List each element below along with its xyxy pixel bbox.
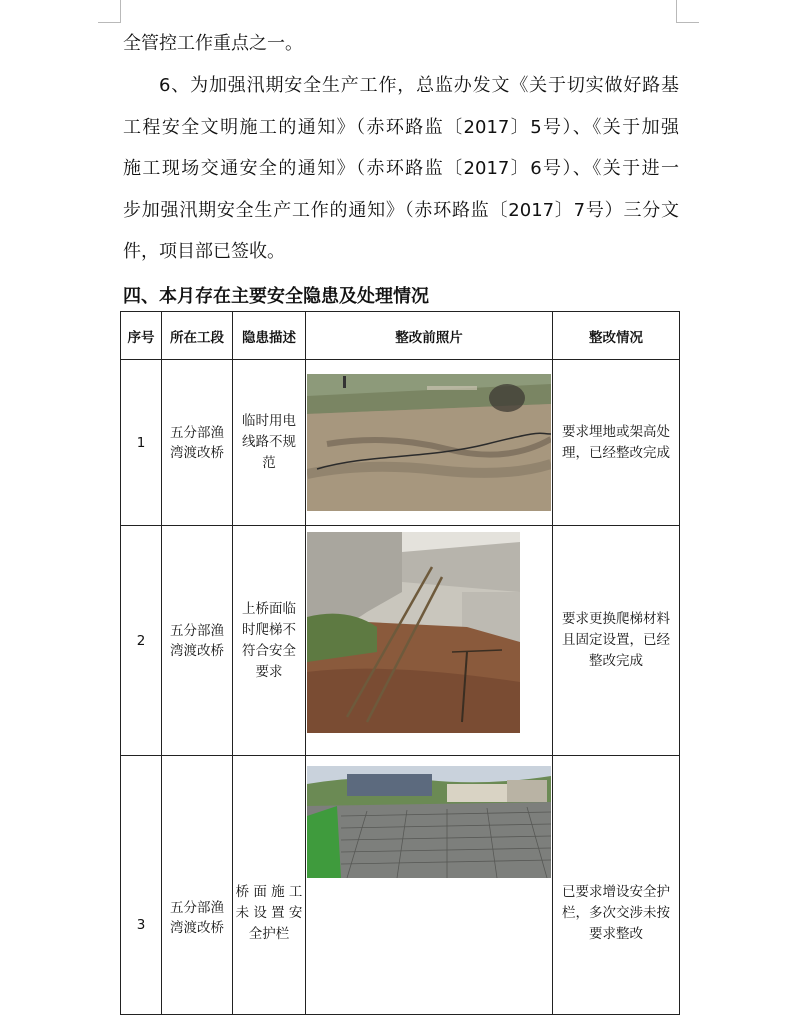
description-line: 时爬梯不 — [242, 621, 296, 638]
section-line: 湾渡改桥 — [170, 920, 224, 936]
row-description — [233, 756, 306, 1015]
photo-bridge-deck — [307, 766, 551, 878]
table-row — [121, 756, 680, 1015]
status-line: 要求埋地或架高处 — [562, 423, 670, 440]
description-line: 线路不规 — [242, 434, 296, 450]
row-photo-cell — [306, 526, 553, 756]
header-section: 所在工段 — [162, 312, 233, 360]
crop-mark-top-right — [676, 0, 699, 23]
description-line: 未 设 置 安 — [235, 904, 303, 921]
paragraph-6-line-3: 施工现场交通安全的通知》（赤环路监〔2017〕6号）、《关于进一 — [123, 158, 679, 179]
row-section — [162, 526, 233, 756]
paragraph-6-line-1: 6、为加强汛期安全生产工作，总监办发文《关于切实做好路基 — [159, 75, 679, 96]
row-number: 1 — [121, 360, 162, 526]
section-line: 五分部渔 — [170, 424, 224, 441]
status-line: 栏，多次交涉未按 — [562, 904, 670, 921]
status-line: 要求更换爬梯材料 — [562, 611, 670, 627]
table-row — [121, 360, 680, 526]
photo-temporary-power-line — [307, 374, 551, 511]
description-line: 符合安全 — [242, 642, 296, 659]
row-photo-cell — [306, 756, 553, 1015]
intro-line: 全管控工作重点之一。 — [123, 33, 303, 54]
hazard-table — [120, 311, 680, 1015]
status-line: 理，已经整改完成 — [562, 444, 670, 461]
row-status — [553, 756, 680, 1015]
intro-paragraph — [123, 23, 679, 65]
section-line: 湾渡改桥 — [170, 642, 224, 659]
section-heading: 四、本月存在主要安全隐患及处理情况 — [123, 286, 429, 307]
row-status — [553, 360, 680, 526]
header-no: 序号 — [121, 312, 162, 360]
row-description — [233, 360, 306, 526]
section-line: 湾渡改桥 — [170, 444, 224, 461]
paragraph-6-line-2: 工程安全文明施工的通知》（赤环路监〔2017〕5号）、《关于加强 — [123, 116, 679, 138]
photo-bridge-ladder — [307, 532, 520, 733]
description-line: 临时用电 — [242, 413, 296, 429]
description-line: 要求 — [255, 663, 283, 680]
status-line: 且固定设置，已经 — [562, 632, 670, 648]
paragraph-6-line-5: 件，项目部已签收。 — [123, 241, 285, 262]
header-status: 整改情况 — [553, 312, 680, 360]
paragraph-6-line-4: 步加强汛期安全生产工作的通知》（赤环路监〔2017〕7号）三分文 — [123, 199, 679, 221]
row-section — [162, 360, 233, 526]
table-row — [121, 526, 680, 756]
status-line: 已要求增设安全护 — [562, 883, 670, 900]
paragraph-6 — [123, 65, 679, 273]
header-description: 隐患描述 — [233, 312, 306, 360]
row-description — [233, 526, 306, 756]
table-header-row — [121, 312, 680, 360]
description-line: 范 — [262, 455, 276, 471]
header-photo: 整改前照片 — [306, 312, 553, 360]
row-status — [553, 526, 680, 756]
description-line: 全护栏 — [248, 925, 290, 942]
description-line: 桥 面 施 工 — [235, 883, 303, 900]
status-line: 整改完成 — [589, 653, 643, 669]
crop-mark-top-left — [98, 0, 121, 23]
row-photo-cell — [306, 360, 553, 526]
section-line: 五分部渔 — [170, 900, 224, 916]
status-line: 要求整改 — [589, 925, 643, 942]
row-number: 3 — [121, 756, 162, 1015]
row-section — [162, 756, 233, 1015]
section-line: 五分部渔 — [170, 622, 224, 639]
description-line: 上桥面临 — [242, 600, 296, 617]
row-number: 2 — [121, 526, 162, 756]
